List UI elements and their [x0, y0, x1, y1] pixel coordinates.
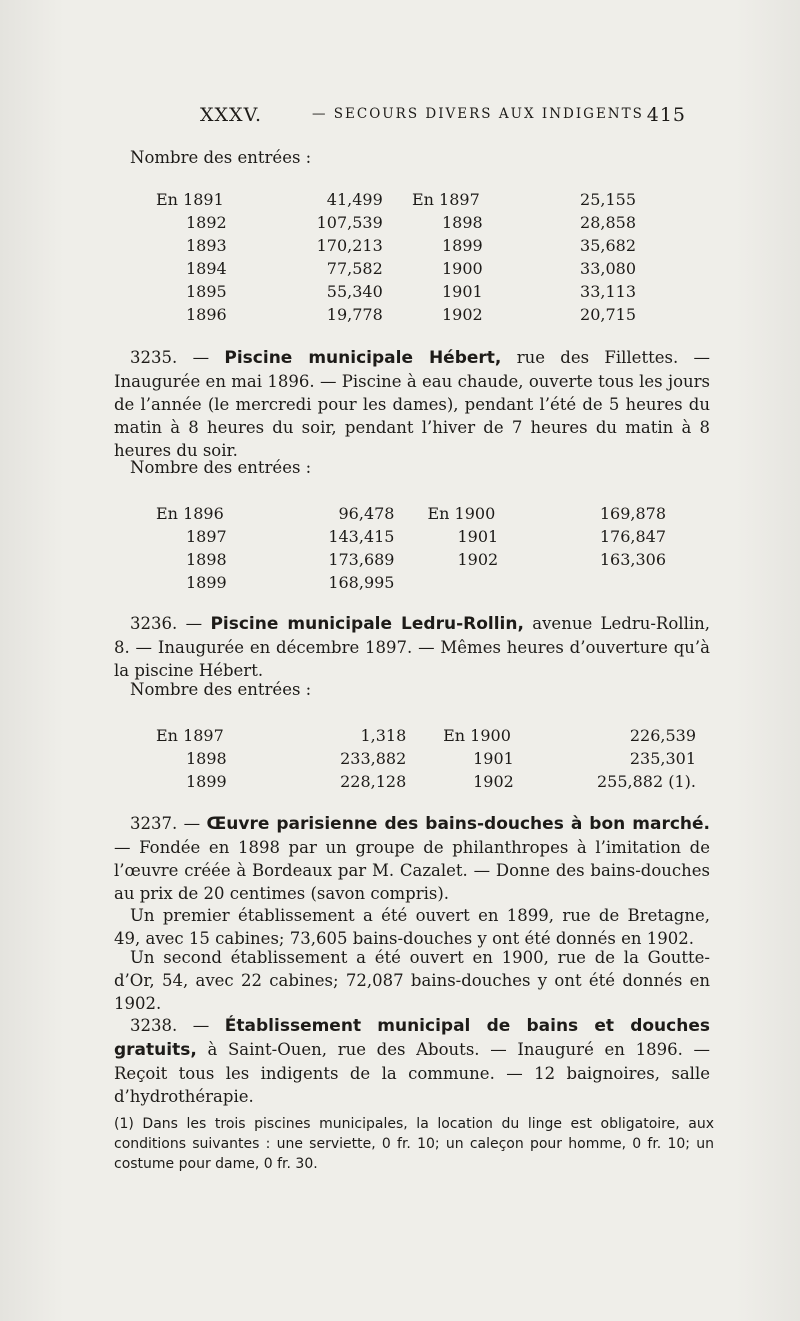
year-cell: 1895	[186, 282, 227, 301]
section-text: avenue Ledru-Rollin, 8. — Inaugurée en décembre 1897. — Mêmes heures d’ouverture qu’à la piscine Hébert.	[114, 614, 710, 680]
value-cell: 163,306	[599, 550, 666, 569]
column-gap	[406, 724, 443, 747]
chapter-title: — SECOURS DIVERS AUX INDIGENTS	[312, 106, 644, 122]
section-number: 3235.	[130, 348, 178, 367]
section-number: 3238.	[130, 1016, 178, 1035]
section-3237-para-2	[114, 904, 710, 950]
value-cell	[514, 571, 666, 594]
table-row	[156, 525, 666, 548]
year-cell: 1899	[441, 236, 483, 255]
entries-label-3: Nombre des entrées :	[130, 680, 312, 699]
entries-label-2: Nombre des entrées :	[130, 458, 312, 477]
section-text: à Saint-Ouen, rue des Abouts. — Inauguré en 1896. — Reçoit tous les indigents de la commune. — 12 baignoires, salle d’hydrothérapie.	[114, 1040, 710, 1106]
value-cell: 235,301	[629, 749, 696, 768]
year-cell: 1902	[441, 305, 483, 324]
section-3236	[114, 612, 710, 682]
column-gap	[394, 571, 427, 594]
value-cell: 173,689	[328, 550, 395, 569]
column-gap	[406, 747, 443, 770]
value-cell: 255,882 (1).	[597, 772, 696, 791]
year-cell: 1896	[186, 305, 227, 324]
page-number: 415	[646, 104, 686, 126]
column-gap	[383, 257, 412, 280]
table-row	[156, 724, 696, 747]
value-cell: 169,878	[599, 504, 666, 523]
section-3235	[114, 346, 710, 462]
value-cell: 20,715	[580, 305, 636, 324]
footnote: (1) Dans les trois piscines municipales, la location du linge est obligatoire, aux conditions suivantes : une serviette, 0 fr. 10; un caleçon pour homme, 0 fr. 10; un costume pour dame, 0 fr. 30.	[114, 1116, 714, 1172]
table-row	[156, 571, 666, 594]
section-title: Établissement municipal de bains et douches gratuits,	[114, 1016, 710, 1060]
table-row	[156, 234, 636, 257]
year-cell: 1901	[441, 282, 483, 301]
section-text: — Fondée en 1898 par un groupe de philanthropes à l’imitation de l’œuvre créée à Bordeaux par M. Cazalet. — Donne des bains-douches au prix de 20 centimes (savon compris).	[114, 838, 710, 903]
dash: —	[177, 1016, 225, 1035]
value-cell: 33,113	[580, 282, 636, 301]
value-cell: 228,128	[340, 772, 407, 791]
year-cell: 1897	[186, 527, 227, 546]
section-3238	[114, 1014, 710, 1108]
section-text: rue des Fillettes. — Inaugurée en mai 1896. — Piscine à eau chaude, ouverte tous les jours de l’année (le mercredi pour les dames), pendant l’été de 5 heures du matin à 8 heures du soir, pendant l’hiver de 7 heures du matin à 8 heures du soir.	[114, 348, 710, 460]
section-number: 3236.	[130, 614, 178, 633]
column-gap	[383, 188, 412, 211]
column-gap	[383, 234, 412, 257]
year-cell: 1898	[186, 550, 227, 569]
year-cell: 1902	[473, 772, 514, 791]
value-cell: 176,847	[599, 527, 666, 546]
section-title: Piscine municipale Hébert,	[224, 348, 502, 368]
table-row	[156, 303, 636, 326]
value-cell: 143,415	[328, 527, 395, 546]
value-cell: 168,995	[328, 573, 395, 592]
value-cell: 96,478	[338, 504, 395, 523]
year-cell: En 1896	[156, 504, 224, 523]
year-cell: 1898	[441, 213, 483, 232]
value-cell: 41,499	[326, 190, 383, 209]
table-row	[156, 188, 636, 211]
value-cell: 1,318	[360, 726, 407, 745]
year-cell: En 1897	[411, 190, 480, 209]
year-cell: En 1900	[443, 726, 511, 745]
entries-table-3	[156, 724, 696, 793]
column-gap	[383, 303, 412, 326]
column-gap	[394, 525, 427, 548]
section-title: Œuvre parisienne des bains-douches à bon marché.	[206, 814, 710, 834]
table-row	[156, 747, 696, 770]
year-cell: 1894	[186, 259, 227, 278]
value-cell: 55,340	[326, 282, 383, 301]
table-row	[156, 770, 696, 793]
year-cell: 1901	[457, 527, 499, 546]
section-number: 3237.	[130, 814, 178, 833]
year-cell: 1892	[186, 213, 227, 232]
column-gap	[394, 548, 427, 571]
value-cell: 170,213	[316, 236, 383, 255]
year-cell: En 1897	[156, 726, 224, 745]
column-gap	[383, 211, 412, 234]
dash: —	[177, 614, 211, 633]
value-cell: 233,882	[340, 749, 407, 768]
table-row	[156, 211, 636, 234]
value-cell: 28,858	[580, 213, 636, 232]
year-cell: En 1900	[427, 504, 496, 523]
value-cell: 33,080	[580, 259, 636, 278]
column-gap	[383, 280, 412, 303]
value-cell: 226,539	[629, 726, 696, 745]
chapter-number: XXXV.	[200, 104, 263, 126]
dash: —	[177, 814, 207, 833]
running-header	[200, 104, 686, 134]
column-gap	[406, 770, 443, 793]
paragraph-text: Un premier établissement a été ouvert en 1899, rue de Bretagne, 49, avec 15 cabines; 73,605 bains-douches y ont été donnés en 1902.	[114, 906, 710, 948]
year-cell: 1899	[186, 573, 227, 592]
year-cell: 1901	[473, 749, 514, 768]
section-3237	[114, 812, 710, 905]
year-cell: 1902	[457, 550, 499, 569]
table-row	[156, 280, 636, 303]
section-title: Piscine municipale Ledru-Rollin,	[210, 614, 524, 634]
value-cell: 19,778	[326, 305, 383, 324]
year-cell	[427, 571, 514, 594]
year-cell: 1899	[186, 772, 227, 791]
table-row	[156, 502, 666, 525]
year-cell: 1898	[186, 749, 227, 768]
entries-label-1: Nombre des entrées :	[130, 148, 312, 167]
table-row	[156, 257, 636, 280]
year-cell: 1893	[186, 236, 227, 255]
value-cell: 25,155	[580, 190, 636, 209]
year-cell: 1900	[441, 259, 483, 278]
value-cell: 107,539	[316, 213, 383, 232]
paragraph-text: Un second établissement a été ouvert en 1900, rue de la Goutte-d’Or, 54, avec 22 cabines; 72,087 bains-douches y ont été donnés en 1902.	[114, 948, 710, 1013]
dash: —	[177, 348, 225, 367]
entries-table-2	[156, 502, 666, 594]
column-gap	[394, 502, 427, 525]
year-cell: En 1891	[156, 190, 224, 209]
table-row	[156, 548, 666, 571]
entries-table-1	[156, 188, 636, 326]
value-cell: 77,582	[326, 259, 383, 278]
section-3237-para-3	[114, 946, 710, 1015]
value-cell: 35,682	[580, 236, 636, 255]
